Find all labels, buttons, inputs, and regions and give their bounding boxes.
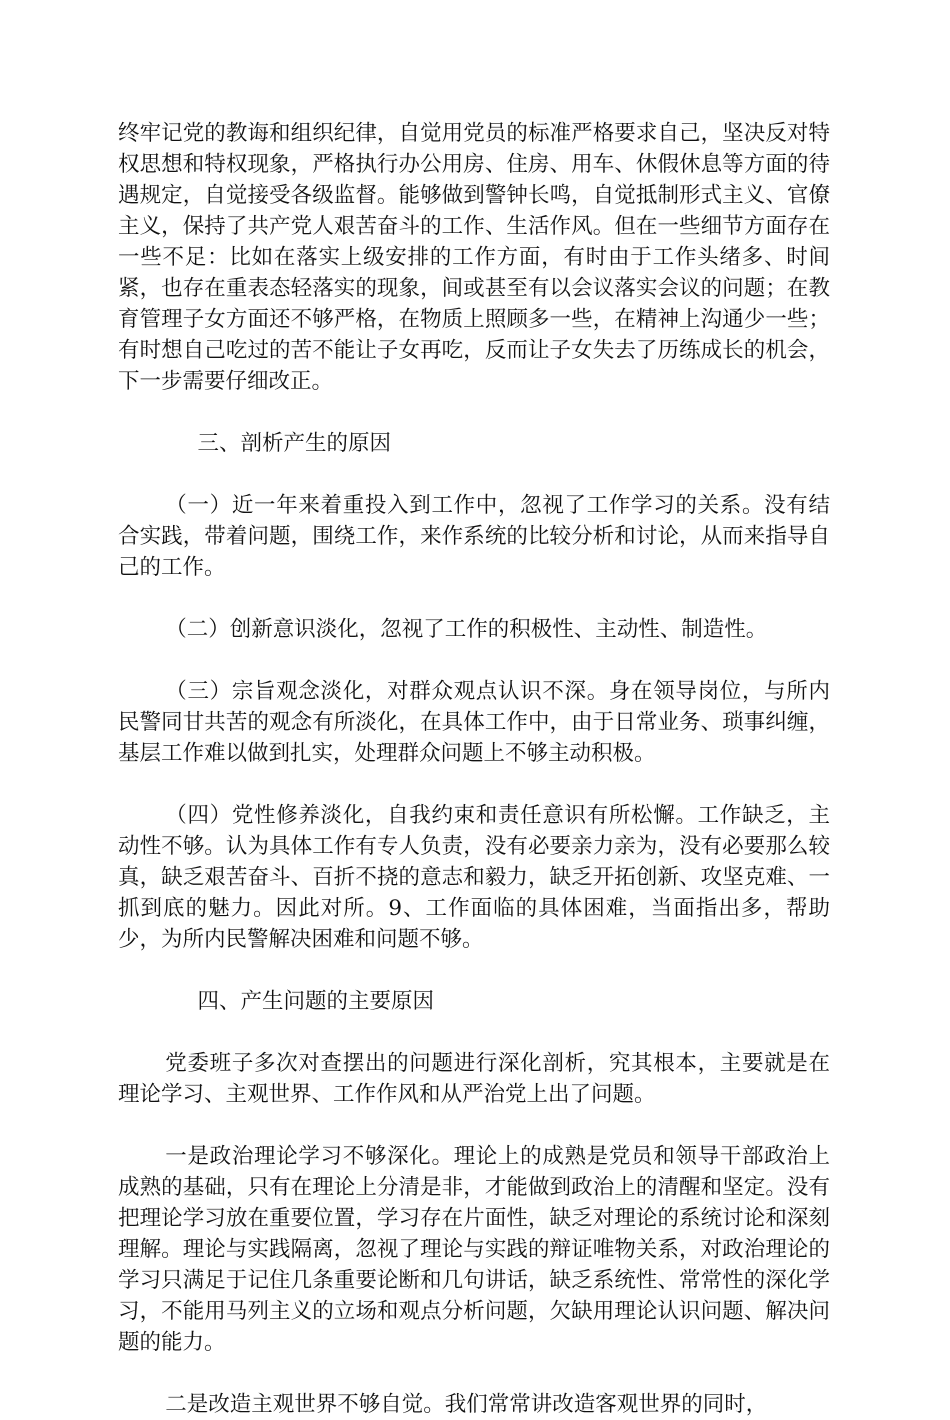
- paragraph-point-one: 一是政治理论学习不够深化。理论上的成熟是党员和领导干部政治上成熟的基础，只有在理论上分清是非，才能做到政治上的清醒和坚定。没有把理论学习放在重要位置，学习存在片面性，缺乏对理论的系统讨论和深刻理解。理论与实践隔离，忽视了理论与实践的辩证唯物关系，对政治理论的学习只满足于记住几条重要论断和几句讲话，缺乏系统性、常常性的深化学习，不能用马列主义的立场和观点分析问题，欠缺用理论认识问题、解决问题的能力。: [118, 1144, 830, 1355]
- document-page: [118, 118, 830, 1420]
- paragraph-reason-three: （三）宗旨观念淡化，对群众观点认识不深。身在领导岗位，与所内民警同甘共苦的观念有所淡化，在具体工作中，由于日常业务、琐事纠缠，基层工作难以做到扎实，处理群众问题上不够主动积极。: [118, 679, 830, 766]
- paragraph-reason-four: （四）党性修养淡化，自我约束和责任意识有所松懈。工作缺乏，主动性不够。认为具体工作有专人负责，没有必要亲力亲为，没有必要那么较真，缺乏艰苦奋斗、百折不挠的意志和毅力，缺乏开拓创新、攻坚克难、一抓到底的魅力。因此对所。9、工作面临的具体困难，当面指出多，帮助少，为所内民警解决困难和问题不够。: [118, 803, 830, 952]
- paragraph-continuation: 终牢记党的教诲和组织纪律，自觉用党员的标准严格要求自己，坚决反对特权思想和特权现象，严格执行办公用房、住房、用车、休假休息等方面的待遇规定，自觉接受各级监督。能够做到警钟长鸣，自觉抵制形式主义、官僚主义，保持了共产党人艰苦奋斗的工作、生活作风。但在一些细节方面存在一些不足：比如在落实上级安排的工作方面，有时由于工作头绪多、时间紧，也存在重表态轻落实的现象，间或甚至有以会议落实会议的问题；在教育管理子女方面还不够严格，在物质上照顾多一些，在精神上沟通少一些；有时想自己吃过的苦不能让子女再吃，反而让子女失去了历练成长的机会，下一步需要仔细改正。: [118, 121, 830, 394]
- paragraph-reason-one: （一）近一年来着重投入到工作中，忽视了工作学习的关系。没有结合实践，带着问题，围绕工作，来作系统的比较分析和讨论，从而来指导自己的工作。: [118, 493, 830, 580]
- section-heading-four: 四、产生问题的主要原因: [197, 989, 435, 1014]
- paragraph-point-two: 二是改造主观世界不够自觉。我们常常讲改造客观世界的同时，: [165, 1392, 768, 1417]
- paragraph-summary: 党委班子多次对查摆出的问题进行深化剖析，究其根本，主要就是在理论学习、主观世界、工作作风和从严治党上出了问题。: [118, 1051, 830, 1107]
- section-heading-three: 三、剖析产生的原因: [197, 431, 392, 456]
- paragraph-reason-two: （二）创新意识淡化，忽视了工作的积极性、主动性、制造性。: [165, 617, 768, 642]
